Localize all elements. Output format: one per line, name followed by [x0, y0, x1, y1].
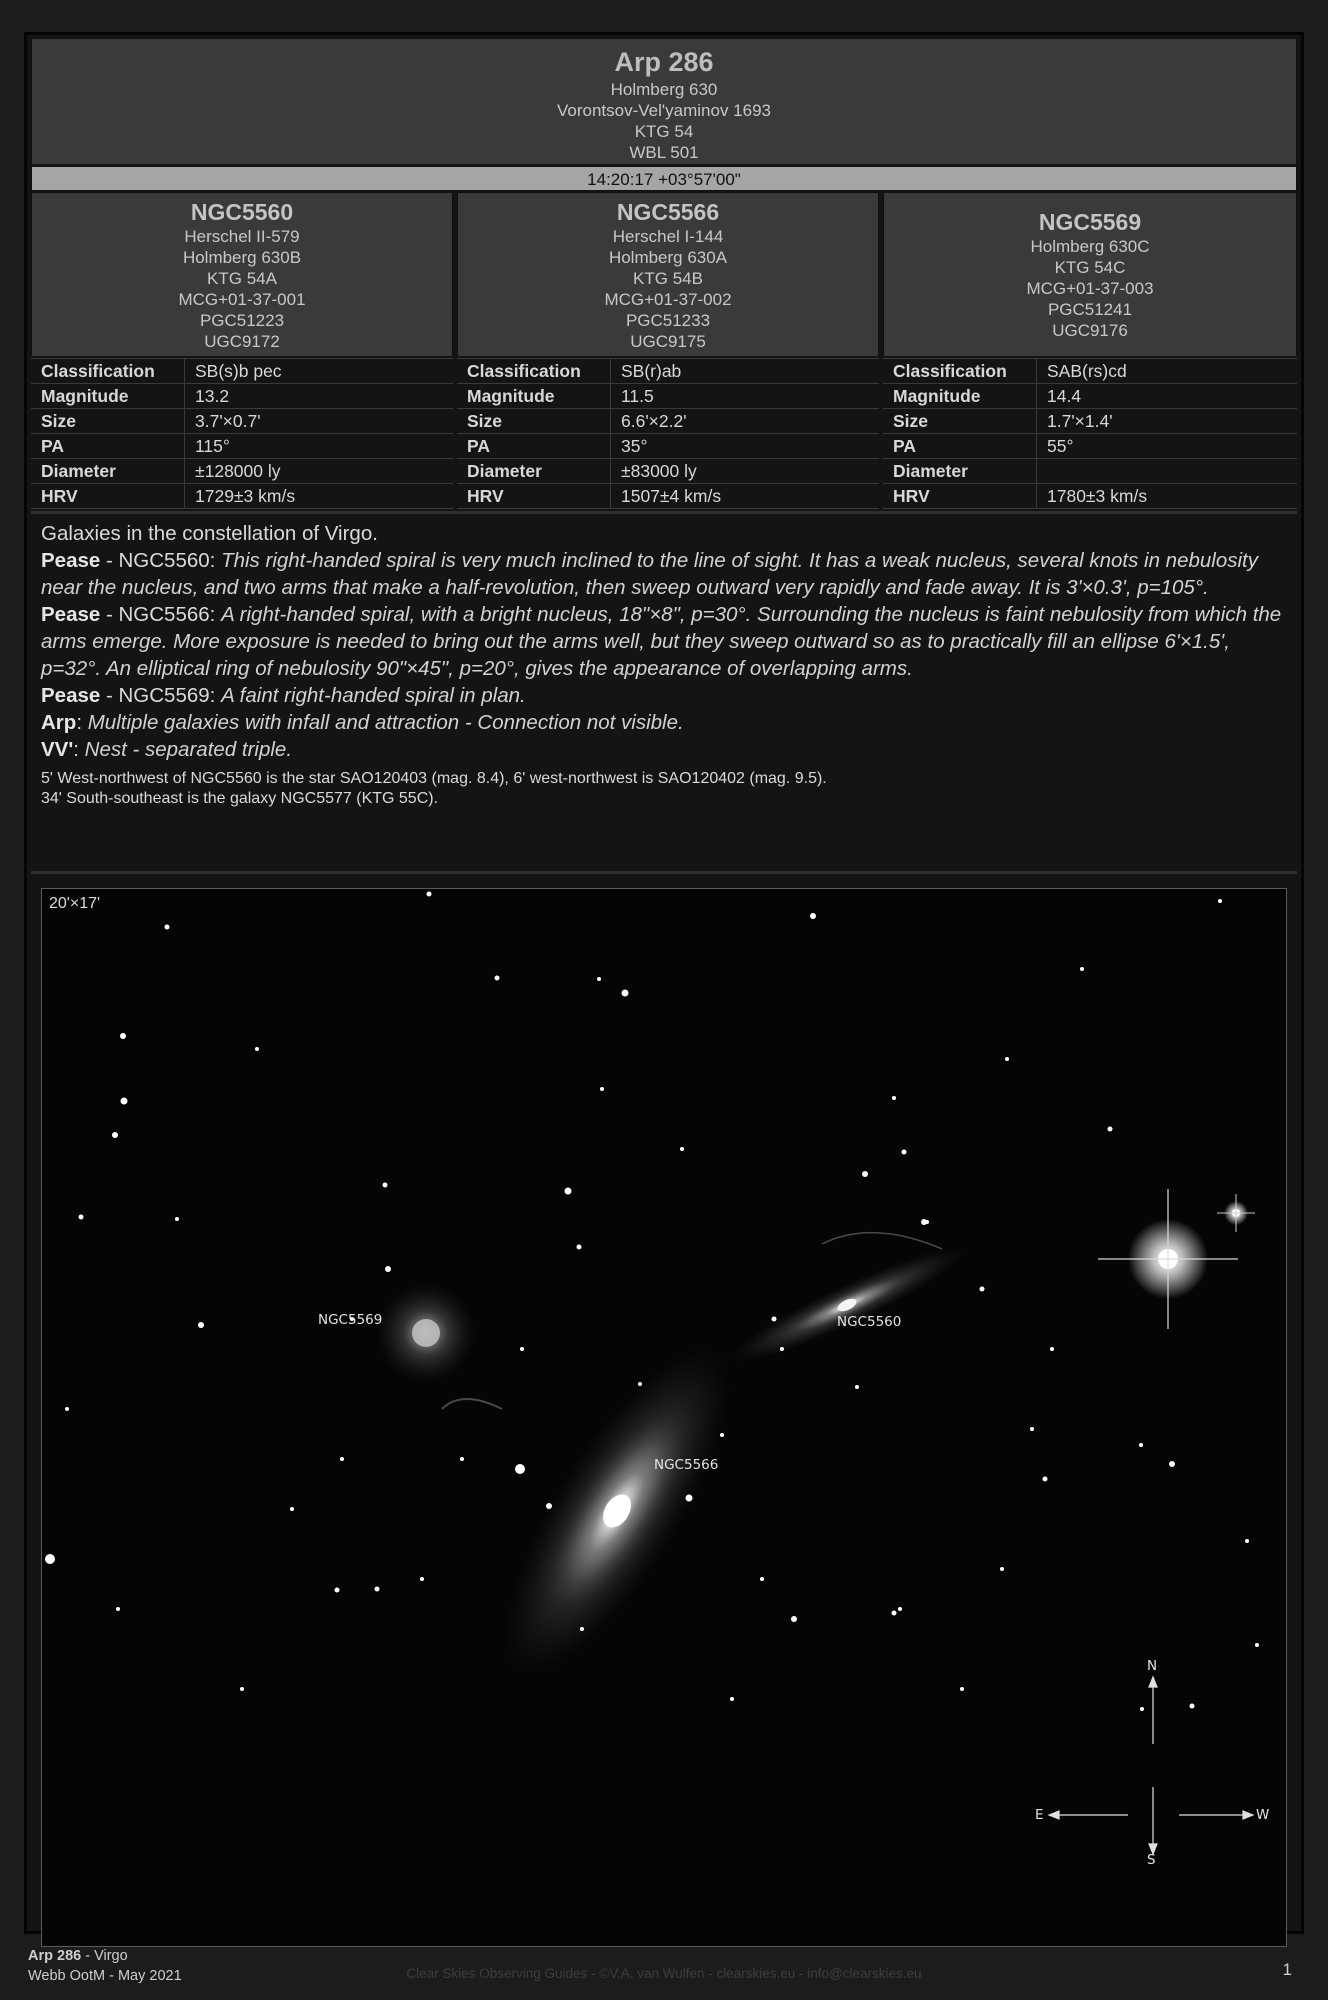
galaxy-alias: UGC9172	[204, 331, 280, 351]
galaxy-alias: MCG+01-37-002	[604, 289, 732, 309]
galaxy-alias: UGC9175	[630, 331, 706, 351]
property-value: 35°	[611, 434, 880, 459]
table-row	[883, 434, 1297, 459]
bright-star	[1098, 1189, 1238, 1329]
table-row	[457, 359, 879, 384]
property-key: HRV	[31, 484, 185, 509]
property-value: SB(r)ab	[611, 359, 880, 384]
properties-table	[883, 358, 1297, 509]
galaxy-header	[883, 192, 1297, 357]
galaxy-name: NGC5569	[1038, 209, 1142, 235]
property-value: 13.2	[185, 384, 454, 409]
table-row	[457, 434, 879, 459]
table-row	[31, 459, 453, 484]
note-pease-ngc5566	[41, 601, 1287, 682]
compass-n-label: N	[1147, 1658, 1158, 1674]
footer-credit: Clear Skies Observing Guides - ©V.A. van Wulfen - clearskies.eu - info@clearskies.eu	[406, 1966, 922, 1981]
note-text: Multiple galaxies with infall and attraction - Connection not visible.	[87, 711, 684, 734]
table-row	[31, 409, 453, 434]
galaxy-alias: Herschel I-144	[612, 226, 724, 246]
property-key: Classification	[457, 359, 611, 384]
field-of-view-label: 20'×17'	[49, 895, 101, 912]
property-key: Size	[457, 409, 611, 434]
property-key: PA	[883, 434, 1037, 459]
table-row	[31, 484, 453, 509]
note-pease-ngc5569	[41, 682, 1287, 709]
galaxy-alias: PGC51223	[199, 310, 285, 330]
coordinates-bar: 14:20:17 +03°57'00"	[31, 166, 1297, 191]
property-key: Magnitude	[883, 384, 1037, 409]
property-key: Magnitude	[31, 384, 185, 409]
property-value: ±83000 ly	[611, 459, 880, 484]
property-key: Classification	[31, 359, 185, 384]
galaxy-alias: MCG+01-37-003	[1026, 279, 1154, 298]
galaxy-alias: PGC51241	[1047, 300, 1133, 319]
property-key: Size	[31, 409, 185, 434]
property-key: Classification	[883, 359, 1037, 384]
note-separator: - NGC5560:	[100, 549, 222, 572]
properties-table	[31, 358, 453, 509]
footer-object: Arp 286	[28, 1948, 82, 1964]
note-separator: :	[73, 738, 85, 761]
property-key: Diameter	[883, 459, 1037, 484]
property-key: HRV	[457, 484, 611, 509]
galaxy-alias: Holmberg 630A	[608, 247, 728, 267]
note-text: Nest - separated triple.	[84, 738, 293, 761]
property-value: 11.5	[611, 384, 880, 409]
note-arp	[41, 709, 1287, 736]
property-value: 55°	[1037, 434, 1298, 459]
galaxy-alias: UGC9176	[1052, 321, 1128, 340]
galaxy-name: NGC5560	[190, 198, 294, 225]
note-source: Arp	[41, 711, 77, 734]
object-alias: KTG 54	[634, 122, 694, 141]
page-number: 1	[1282, 1960, 1292, 1979]
galaxy-ngc5560	[721, 1232, 974, 1378]
object-header	[31, 38, 1297, 165]
property-key: HRV	[883, 484, 1037, 509]
label-ngc5566: NGC5566	[654, 1457, 719, 1473]
compass-s-label: S	[1147, 1852, 1156, 1868]
property-key: Diameter	[457, 459, 611, 484]
footer-line-1	[28, 1946, 182, 1966]
table-row	[31, 434, 453, 459]
note-vv	[41, 736, 1287, 763]
galaxy-alias: Herschel II-579	[184, 226, 300, 246]
galaxy-alias: KTG 54B	[633, 268, 703, 288]
footer-line-2: Webb OotM - May 2021	[28, 1968, 182, 1984]
note-text: A faint right-handed spiral in plan.	[221, 684, 526, 707]
property-key: Diameter	[31, 459, 185, 484]
property-value: 6.6'×2.2'	[611, 409, 880, 434]
galaxy-ngc5569	[376, 1283, 476, 1383]
galaxy-alias: Holmberg 630B	[182, 247, 302, 267]
galaxy-column-ngc5566	[457, 192, 879, 509]
object-alias: WBL 501	[629, 143, 699, 162]
property-value: ±128000 ly	[185, 459, 454, 484]
intro-text: Galaxies in the constellation of Virgo.	[41, 522, 378, 545]
property-value: 1507±4 km/s	[611, 484, 880, 509]
table-row	[883, 384, 1297, 409]
table-row	[883, 484, 1297, 509]
object-title: Arp 286	[614, 47, 714, 77]
table-row	[457, 409, 879, 434]
note-source: Pease	[41, 603, 101, 626]
compass-w-label: W	[1256, 1807, 1270, 1823]
note-text: A right-handed spiral, with a bright nucleus, 18"×8", p=30°. Surrounding the nucleus is faint nebulosity from which the arms emerge. More exposure is needed to bring out the arms well, but they sweep outward so as to practically fill an ellipse 6'×1.5', p=32°. An elliptical ring of nebulosity 90"×45", p=20°, gives the appearance of overlapping arms.	[41, 603, 1282, 680]
galaxy-name: NGC5566	[616, 198, 720, 225]
star-field	[42, 889, 1286, 1946]
note-source: VV'	[41, 738, 74, 761]
galaxy-alias: KTG 54A	[207, 268, 277, 288]
note-separator: - NGC5569:	[100, 684, 222, 707]
property-value: 14.4	[1037, 384, 1298, 409]
galaxy-column-ngc5569	[883, 192, 1297, 509]
table-row	[883, 359, 1297, 384]
description-section	[31, 511, 1297, 869]
table-row	[457, 459, 879, 484]
table-row	[31, 384, 453, 409]
property-value: SB(s)b pec	[185, 359, 454, 384]
galaxy-header	[31, 192, 453, 357]
property-value: 1780±3 km/s	[1037, 484, 1298, 509]
galaxy-header	[457, 192, 879, 357]
galaxy-alias: PGC51233	[625, 310, 711, 330]
property-value: SAB(rs)cd	[1037, 359, 1298, 384]
properties-table	[457, 358, 879, 509]
property-value: 1.7'×1.4'	[1037, 409, 1298, 434]
table-row	[883, 459, 1297, 484]
table-row	[457, 484, 879, 509]
note-text: This right-handed spiral is very much inclined to the line of sight. It has a weak nucleus, several knots in nebulosity near the nucleus, and two arms that make a half-revolution, then sweep outward very rapidly and fade away. It is 3'×0.3', p=105°.	[41, 549, 1258, 599]
star-with-spikes	[1217, 1194, 1255, 1232]
note-source: Pease	[41, 549, 101, 572]
table-row	[883, 409, 1297, 434]
property-value: 1729±3 km/s	[185, 484, 454, 509]
extra-note: 34' South-southeast is the galaxy NGC5577 (KTG 55C).	[41, 790, 439, 807]
object-alias: Vorontsov-Vel'yaminov 1693	[557, 101, 771, 120]
property-value	[1037, 459, 1298, 484]
galaxy-column-ngc5560	[31, 192, 453, 509]
galaxy-alias: Holmberg 630C	[1030, 237, 1150, 256]
table-row	[457, 384, 879, 409]
field-stars	[45, 892, 1259, 1712]
property-key: Magnitude	[457, 384, 611, 409]
galaxy-ngc5566	[464, 1317, 771, 1705]
label-ngc5560: NGC5560	[837, 1314, 902, 1330]
property-key: Size	[883, 409, 1037, 434]
note-separator: - NGC5566:	[100, 603, 222, 626]
note-source: Pease	[41, 684, 101, 707]
footer-constellation: - Virgo	[81, 1948, 128, 1964]
galaxy-alias: MCG+01-37-001	[178, 289, 306, 309]
compass-e-label: E	[1035, 1807, 1044, 1823]
property-key: PA	[31, 434, 185, 459]
table-row	[31, 359, 453, 384]
note-pease-ngc5560	[41, 547, 1287, 601]
property-key: PA	[457, 434, 611, 459]
galaxy-alias: KTG 54C	[1054, 258, 1126, 277]
compass-rose	[1049, 1677, 1253, 1854]
property-value: 115°	[185, 434, 454, 459]
label-ngc5569: NGC5569	[318, 1312, 383, 1328]
property-value: 3.7'×0.7'	[185, 409, 454, 434]
guide-sheet	[24, 32, 1304, 1934]
note-separator: :	[76, 711, 88, 734]
image-section	[31, 871, 1297, 1931]
extra-note: 5' West-northwest of NGC5560 is the star SAO120403 (mag. 8.4), 6' west-northwest is SAO120402 (mag. 9.5).	[41, 770, 827, 787]
sky-image	[41, 888, 1287, 1947]
object-alias: Holmberg 630	[610, 80, 718, 99]
